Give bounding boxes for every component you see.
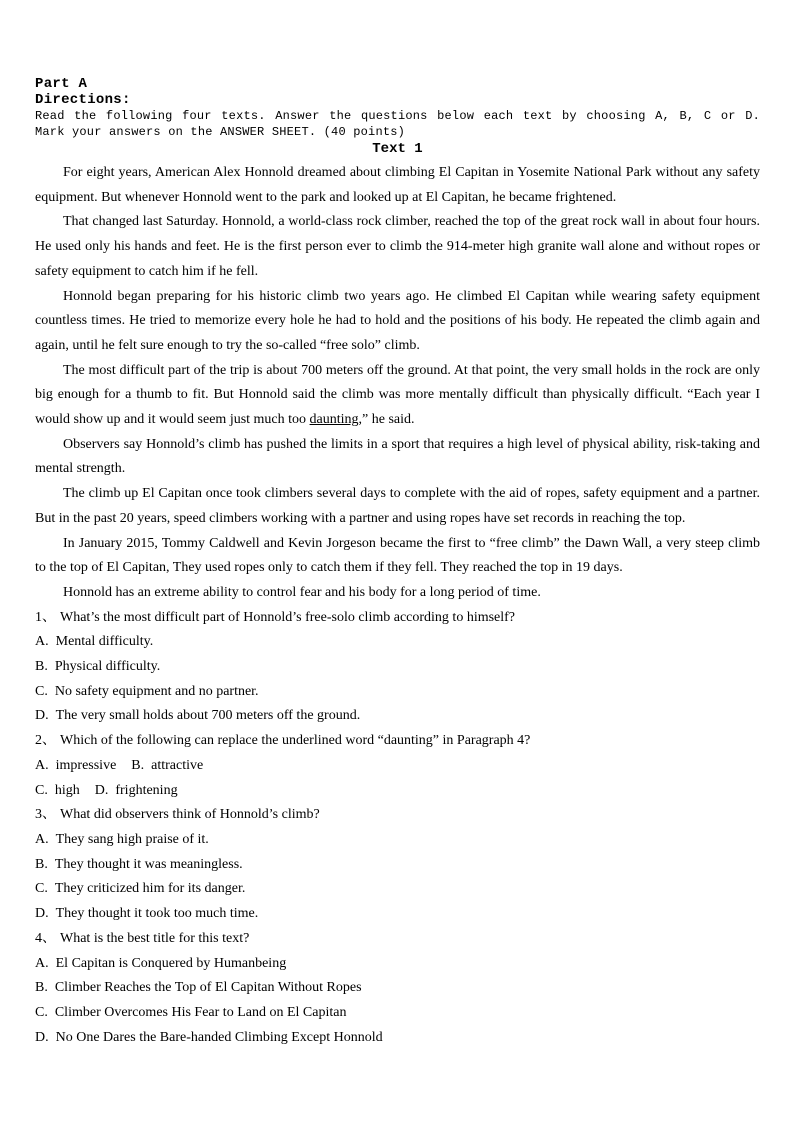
question-number: 1、 [35, 609, 56, 625]
question-4-option-a [35, 952, 760, 977]
passage-paragraph-4 [35, 359, 760, 433]
passage-paragraph-8: Honnold has an extreme ability to control fear and his body for a long period of time. [63, 584, 541, 600]
question-1-option-b [35, 655, 760, 680]
question-text: Which of the following can replace the underlined word “daunting” in Paragraph 4? [60, 733, 531, 749]
question-2-stem [35, 729, 760, 754]
question-text: What did observers think of Honnold’s climb? [60, 807, 320, 823]
question-4-option-c [35, 1001, 760, 1026]
option-text: attractive [151, 757, 204, 773]
option-label: D. [35, 906, 49, 922]
question-4-option-d [35, 1026, 760, 1051]
underlined-word: daunting [309, 412, 359, 428]
option-text: El Capitan is Conquered by Humanbeing [55, 955, 287, 971]
question-1-option-a [35, 630, 760, 655]
option-label: B. [35, 856, 48, 872]
option-text: high [54, 782, 80, 798]
option-label: C. [35, 782, 48, 798]
question-3 [35, 803, 760, 927]
reading-passage [35, 161, 760, 606]
option-label: B. [131, 757, 145, 773]
option-text: No safety equipment and no partner. [54, 683, 259, 699]
question-number: 4、 [35, 930, 56, 946]
question-3-option-b [35, 853, 760, 878]
option-label: A. [35, 634, 49, 650]
option-label: B. [35, 980, 48, 996]
question-number: 3、 [35, 807, 56, 823]
question-3-option-c [35, 877, 760, 902]
option-label: C. [35, 881, 48, 897]
option-text: frightening [115, 782, 178, 798]
option-label: D. [35, 1029, 49, 1045]
questions-section [35, 606, 760, 1051]
question-3-option-d [35, 902, 760, 927]
question-3-stem [35, 803, 760, 828]
question-4 [35, 927, 760, 1051]
question-1-option-c [35, 680, 760, 705]
option-text: Mental difficulty. [55, 634, 154, 650]
question-text: What is the best title for this text? [60, 930, 250, 946]
option-text: They thought it took too much time. [55, 906, 259, 922]
question-3-option-a [35, 828, 760, 853]
option-label: C. [35, 683, 48, 699]
question-text: What’s the most difficult part of Honnold’s free-solo climb according to himself? [60, 609, 516, 625]
option-text: impressive [55, 757, 117, 773]
option-label: B. [35, 659, 48, 675]
part-label: Part A [35, 76, 88, 92]
question-2-options-ab [35, 754, 760, 779]
passage-paragraph-7: In January 2015, Tommy Caldwell and Kevin Jorgeson became the first to “free climb” the Dawn Wall, a very steep climb to the top of El Capitan, They used ropes only to catch them if they fell. They reached the top in 19 days. [35, 535, 760, 576]
question-4-stem [35, 927, 760, 952]
text-title: Text 1 [372, 141, 423, 157]
paragraph-4-before: The most difficult part of the trip is about 700 meters off the ground. At that point, the very small holds in the rock are only big enough for a thumb to fit. But Honnold said the climb was more mentally difficult than physically difficult. “Each year I would show up and it would seem just much too [35, 362, 760, 428]
question-2 [35, 729, 760, 803]
passage-paragraph-3: Honnold began preparing for his historic climb two years ago. He climbed El Capitan while wearing safety equipment countless times. He tried to memorize every hole he had to hold and the positions of his body. He repeated the climb again and again, until he felt sure enough to try the so-called “free solo” climb. [35, 288, 760, 353]
option-label: A. [35, 955, 49, 971]
passage-paragraph-5: Observers say Honnold’s climb has pushed the limits in a sport that requires a high level of physical ability, risk-taking and mental strength. [35, 436, 760, 477]
question-number: 2、 [35, 733, 56, 749]
question-1-stem [35, 606, 760, 631]
option-label: A. [35, 831, 49, 847]
passage-paragraph-6: The climb up El Capitan once took climbers several days to complete with the aid of ropes, safety equipment and a partner. But in the past 20 years, speed climbers working with a partner and using ropes have set records in reaching the top. [35, 486, 760, 526]
option-text: No One Dares the Bare-handed Climbing Except Honnold [55, 1029, 383, 1045]
option-text: They thought it was meaningless. [54, 856, 243, 872]
option-label: D. [94, 782, 109, 798]
directions-text: Read the following four texts. Answer the questions below each text by choosing A, B, C or D. Mark your answers on the ANSWER SHEET. (40 points) [35, 109, 760, 139]
exam-header [35, 76, 760, 158]
option-text: Climber Overcomes His Fear to Land on El Capitan [54, 1004, 347, 1020]
option-text: They sang high praise of it. [55, 831, 209, 847]
option-text: The very small holds about 700 meters off the ground. [55, 708, 361, 724]
option-label: D. [35, 708, 49, 724]
passage-paragraph-1: For eight years, American Alex Honnold dreamed about climbing El Capitan in Yosemite National Park without any safety equipment. But whenever Honnold went to the park and looked up at El Capitan, he became frightened. [35, 165, 760, 205]
question-2-options-cd [35, 779, 760, 804]
option-label: C. [35, 1004, 48, 1020]
question-1-option-d [35, 704, 760, 729]
option-text: They criticized him for its danger. [54, 881, 246, 897]
passage-paragraph-2: That changed last Saturday. Honnold, a world-class rock climber, reached the top of the great rock wall in about four hours. He used only his hands and feet. He is the first person ever to climb the 914-meter high granite wall alone and without ropes or safety equipment to catch him if he fell. [35, 214, 760, 279]
question-1 [35, 606, 760, 730]
directions-label: Directions: [35, 92, 131, 108]
option-label: A. [35, 757, 49, 773]
question-4-option-b [35, 976, 760, 1001]
paragraph-4-after: ,” he said. [358, 412, 415, 428]
option-text: Climber Reaches the Top of El Capitan Without Ropes [54, 980, 362, 996]
option-text: Physical difficulty. [54, 659, 161, 675]
